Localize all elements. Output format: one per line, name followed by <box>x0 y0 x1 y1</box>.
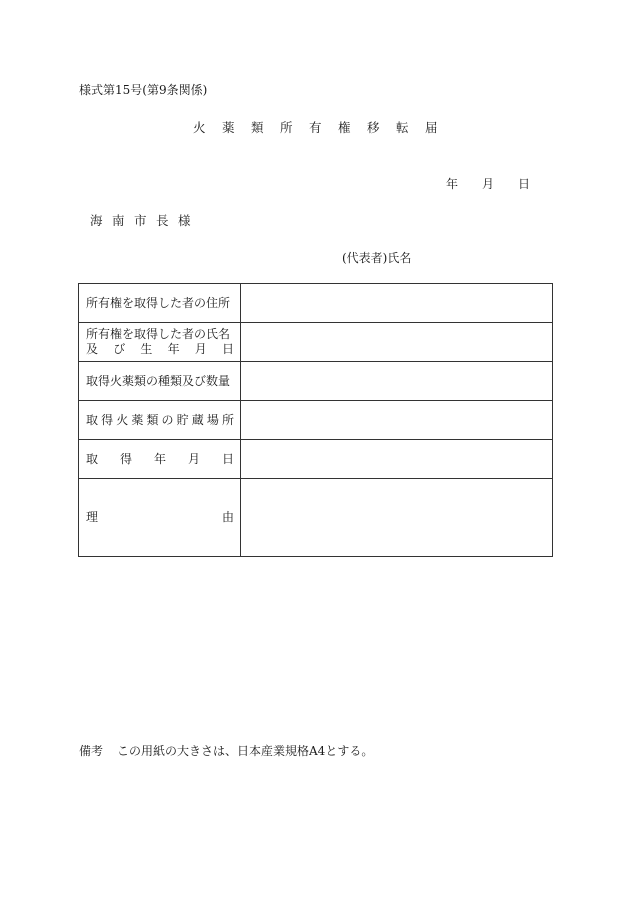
label-char: 蔵 <box>191 412 204 427</box>
label-line: 所有権を取得した者の住所 <box>86 295 231 310</box>
title-char: 所 <box>280 120 293 135</box>
table-row <box>79 362 553 401</box>
table-row <box>79 440 553 479</box>
label-char: 生 <box>140 342 153 356</box>
label-char: 取 <box>86 451 99 466</box>
label-char: 得 <box>101 412 114 427</box>
value-reason[interactable] <box>241 479 553 557</box>
form-number: 様式第15号(第9条関係) <box>79 83 208 97</box>
row-label-storage-location <box>79 401 241 440</box>
label-char: の <box>161 412 174 427</box>
label-char: 月 <box>187 451 200 466</box>
value-storage-location[interactable] <box>241 401 553 440</box>
label-char: 薬 <box>131 412 144 427</box>
row-label-acquirer-name-dob <box>79 323 241 362</box>
label-char: 場 <box>206 412 219 427</box>
label-char: 火 <box>116 412 129 427</box>
date-line <box>446 175 530 192</box>
table-row <box>79 323 553 362</box>
row-label-explosive-type-quantity <box>79 362 241 401</box>
date-month: 月 <box>482 177 495 191</box>
remarks <box>79 742 373 759</box>
title-char: 移 <box>367 120 380 135</box>
row-label-reason <box>79 479 241 557</box>
label-char: 月 <box>194 342 207 356</box>
value-explosive-type-quantity[interactable] <box>241 362 553 401</box>
title-char: 届 <box>425 120 438 135</box>
label-char: 貯 <box>176 412 189 427</box>
remarks-head: 備考 <box>79 744 104 758</box>
label-line-spread <box>86 452 234 467</box>
title-char: 転 <box>396 120 409 135</box>
addressee-char: 様 <box>178 213 191 228</box>
table-row <box>79 284 553 323</box>
addressee-char: 海 <box>90 213 103 228</box>
addressee-char: 市 <box>134 213 147 228</box>
form-table <box>78 283 553 557</box>
label-char: 由 <box>221 510 234 524</box>
table-row <box>79 479 553 557</box>
label-char: 日 <box>221 342 234 356</box>
label-char: 取 <box>86 412 99 427</box>
label-char: 日 <box>221 451 234 466</box>
addressee-char: 長 <box>156 213 169 228</box>
document-title <box>193 118 454 136</box>
row-label-acquisition-date <box>79 440 241 479</box>
label-char: 及 <box>86 342 99 356</box>
label-char: 年 <box>153 451 166 466</box>
label-line-spread <box>86 510 234 525</box>
label-char: 類 <box>146 412 159 427</box>
label-char: 所 <box>221 412 234 427</box>
label-line: 所有権を取得した者の氏名 <box>86 327 231 341</box>
label-line-spread <box>86 413 234 428</box>
label-line: 取得火薬類の種類及び数量 <box>86 373 231 388</box>
value-acquisition-date[interactable] <box>241 440 553 479</box>
title-char: 有 <box>309 120 322 135</box>
label-char: 理 <box>86 510 99 524</box>
date-year: 年 <box>446 177 459 191</box>
table-row <box>79 401 553 440</box>
applicant-name-label: (代表者)氏名 <box>342 251 412 265</box>
title-char: 薬 <box>222 120 235 135</box>
date-day: 日 <box>518 177 531 191</box>
label-line-spread <box>86 342 234 357</box>
addressee <box>90 211 200 229</box>
title-char: 権 <box>338 120 351 135</box>
addressee-char: 南 <box>112 213 125 228</box>
label-char: 得 <box>119 451 132 466</box>
title-char: 火 <box>193 120 206 135</box>
remarks-text: この用紙の大きさは、日本産業規格A4とする。 <box>117 744 374 758</box>
value-acquirer-name-dob[interactable] <box>241 323 553 362</box>
row-label-acquirer-address <box>79 284 241 323</box>
title-char: 類 <box>251 120 264 135</box>
label-char: び <box>113 342 126 356</box>
label-char: 年 <box>167 342 180 356</box>
value-acquirer-address[interactable] <box>241 284 553 323</box>
